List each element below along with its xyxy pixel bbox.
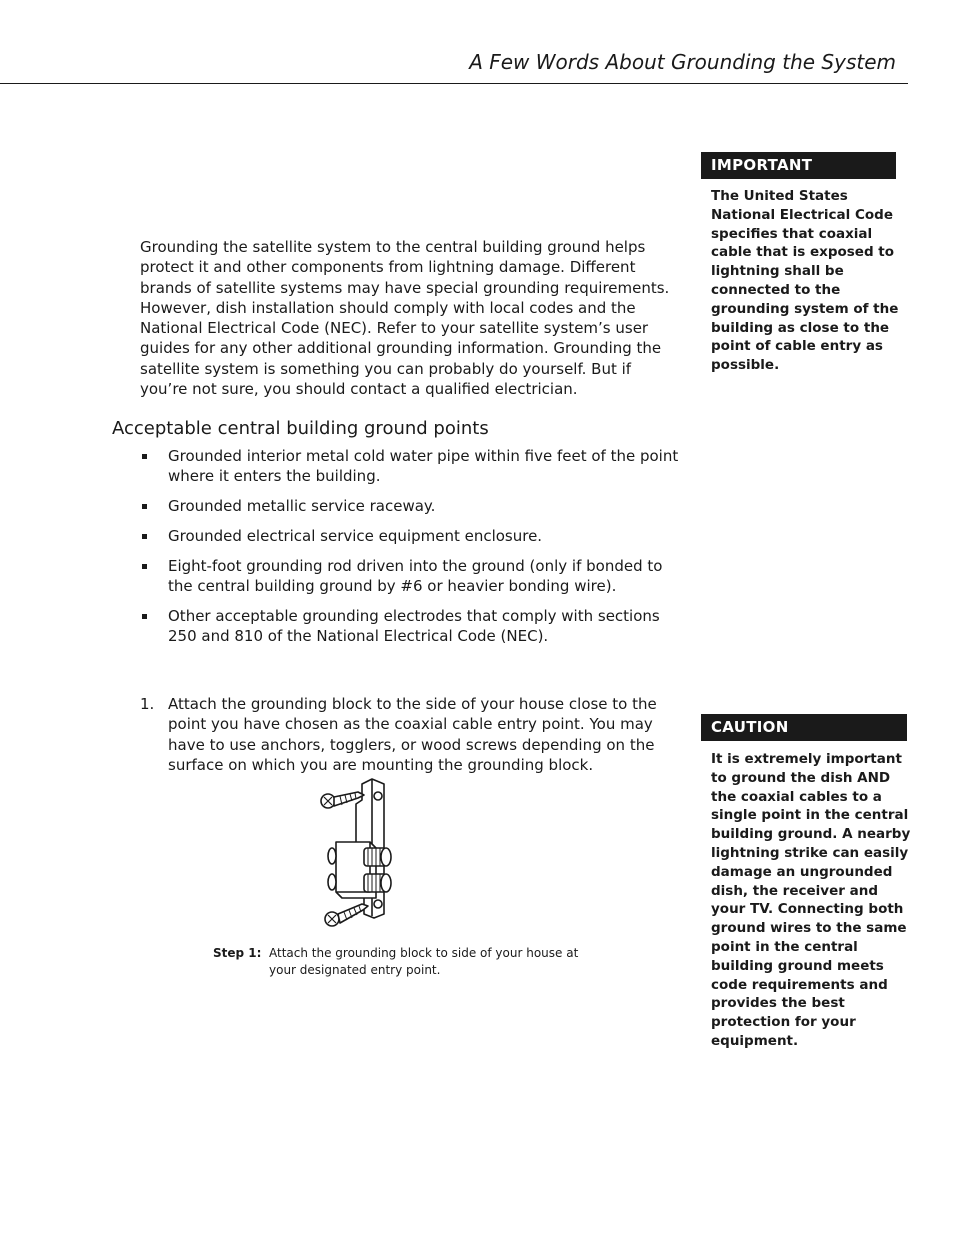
list-item-text: Grounded interior metal cold water pipe within five feet of the point where it enters the building. [168,447,679,486]
list-item [140,526,685,546]
list-item-text: Eight-foot grounding rod driven into the ground (only if bonded to the central building ground by #6 or heavier bonding wire). [168,556,663,595]
ground-points-list [140,446,685,656]
caution-heading: CAUTION [701,714,907,741]
list-item [140,606,685,647]
caption-text: Attach the grounding block to side of your house at your designated entry point. [269,946,579,977]
list-item [140,496,685,516]
caution-note: It is extremely important to ground the dish AND the coaxial cables to a single point in the central building ground. A nearby lightning strike can easily damage an ungrounded dish, the receiver and your TV. Connecting both ground wires to the same point in the central building ground meets code requirements and provides the best protection for your equipment. [711,751,911,1049]
bullet-icon [142,534,147,539]
bullet-icon [142,564,147,569]
important-heading: IMPORTANT [701,152,896,179]
caption-label: Step 1: [213,946,262,960]
steps-list [140,694,680,775]
list-item-text: Grounded electrical service equipment enclosure. [168,526,543,545]
list-item-text: Other acceptable grounding electrodes that comply with sections 250 and 810 of the National Electrical Code (NEC). [168,606,660,646]
header-rule [0,83,908,84]
list-item [140,446,685,487]
list-item-text: Grounded metallic service raceway. [168,497,436,516]
step-number: 1. [140,695,155,713]
important-note: The United States National Electrical Code specifies that coaxial cable that is exposed to lightning shall be connected to the grounding system of the building as close to the point of cable entry as possible. [711,188,899,374]
bullet-icon [142,454,147,459]
step-text: Attach the grounding block to the side of your house close to the point you have chosen as the coaxial cable entry point. You may have to use anchors, togglers, or wood screws depending on the surface on which you are mounting the grounding block. [168,695,657,774]
step-item [140,694,680,775]
page-title: A Few Words About Grounding the System [469,50,896,74]
list-item [140,556,685,597]
grounding-block-illustration-icon [312,776,398,934]
bullet-icon [142,614,147,619]
intro-paragraph: Grounding the satellite system to the central building ground helps protect it and other components from lightning damage. Different brands of satellite systems may have special grounding requirements. However, dish installation should comply with local codes and the National Electrical Code (NEC). Refer to your satellite system’s user guides for any other additional grounding information. Grounding the satellite system is something you can probably do yourself. But if you’re not sure, you should contact a qualified electrician. [140,238,670,399]
section-heading: Acceptable central building ground points [112,418,489,439]
bullet-icon [142,504,147,509]
